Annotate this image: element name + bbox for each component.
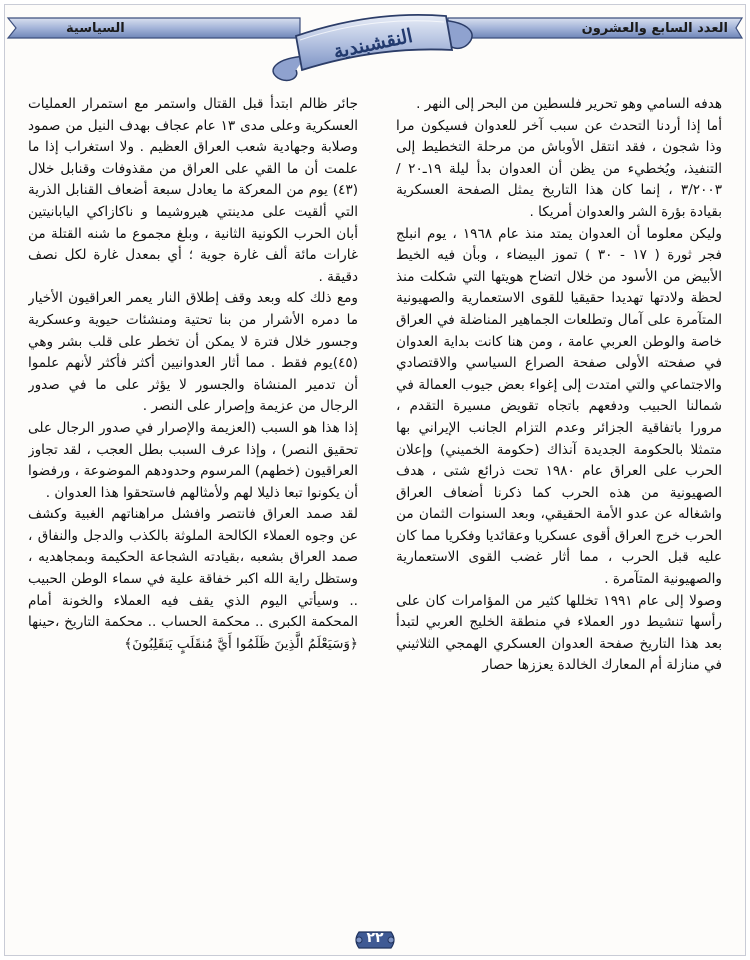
article-column-right [396, 94, 722, 924]
page-number: ٢٢ [366, 930, 384, 946]
banner-title: النقشبندية [331, 24, 415, 64]
paragraph: هدفه السامي وهو تحرير فلسطين من البحر إلى النهر . [416, 96, 722, 112]
issue-number-label: العدد السابع والعشرون [581, 21, 728, 36]
paragraph: ومع ذلك كله وبعد وقف إطلاق النار يعمر العراقيون الأخيار ما دمره الأشرار من بنا تحتية ومنشئات حيوية وعسكرية وجسور خلال فترة لا يمكن أن تخطر على قلب بشر وهي (٤٥)يوم فقط . مما أثار العدوانيين أكثر فأكثر لأنهم علموا أن تدمير المنشاة والجسور لا يؤثر على ما في صدور الرجال من عزيمة وإصرار على النصر . [28, 290, 358, 415]
paragraph [28, 504, 358, 655]
section-label: السياسية [66, 21, 125, 36]
paragraph: إذا هذا هو السبب (العزيمة والإصرار في صدور الرجال على تحقيق النصر) ، وإذا عرف السبب بطل العجب ، لقد تجاوز العراقيون (خطهم) المرسوم وحدودهم الموضوعة ، ورفضوا أن يكونوا تبعا ذليلا لهم ولأمثالهم فاستحقوا هذا العدوان . [28, 419, 358, 501]
paragraph: وليكن معلوما أن العدوان يمتد منذ عام ١٩٦٨ ، يوم انبلج فجر ثورة ( ١٧ - ٣٠ ) تموز البيضاء ، وبأن فيه الخيط الأبيض من الأسود من خلال اتضاح هويتها التي شكلت منذ لحظة ولادتها تهديدا حقيقيا للقوى الاستعمارية والصهيونية المتآمرة على آمال وتطلعات الجماهير المناضلة في العراق خاصة والوطن العربي عامة ، ومن هنا كانت بداية العدوان في صفحته الأولى صفحة الصراع السياسي والاقتصادي والاجتماعي والتي امتدت إلى إغواء بعض جيوب العمالة في شمالنا الحبيب ودفعهم باتجاه تقويض مسيرة التقدم ، مرورا باتفاقية الجزائر وعدم التزام الجانب الإيراني بها متمثلا بالحكومة الجديدة آنذاك (حكومة الخميني) وإعلان الحرب على العراق عام ١٩٨٠ تحت ذرائع شتى ، هدف الصهيونية من هذه الحرب كما ذكرنا أضعاف العراق واشغاله عن عدو الأمة الحقيقي، وبعد السنوات الثمان من الحرب خرج العراق أقوى عسكريا وعقائديا وفكريا مما كان عليه قبل الحرب ، مما أثار غضب القوى الاستعمارية والصهيونية المتآمرة . [396, 225, 722, 588]
paragraph: جائر ظالم ابتدأ قبل القتال واستمر مع استمرار العمليات العسكرية وعلى مدى ١٣ عام عجاف بهدف النيل من صمود وصلابة وجهادية شعب العراق العظيم . ولا استغراب إذا ما علمت أن ما القي على العراق من مقذوفات وقنابل خلال (٤٣) يوم من المعركة ما يعادل سبعة أضعاف القنابل الذرية التي ألقيت على مدينتي هيروشيما و ناكازاكي اليابانيتين أبان الحرب الكونية الثانية ، وبلغ مجموع ما شنه القتلة من غارات مائة ألف غارة جوية ؛ أي بمعدل غارة لكل نصف دقيقة . [28, 96, 358, 285]
page-header [0, 0, 750, 92]
paragraph-text: لقد صمد العراق فانتصر وافشل مراهناتهم الغبية وكشف عن وجوه العملاء الكالحة الملوثة بالكذب والدجل والنفاق ، صمد العراق بشعبه ،بقيادته الشجاعة الحكيمة وبمجاهديه ، وستظل راية الله اكبر خفاقة علية في سماء الوطن الحبيب .. وسيأتي اليوم الذي يقف فيه العملاء والخونة أمام المحكمة الكبرى .. محكمة الحساب .. محكمة التاريخ ،حينها [28, 506, 358, 631]
paragraph: أما إذا أردنا التحدث عن سبب آخر للعدوان فسيكون مرا وذا شجون ، فقد انتقل الأوباش من مرحلة التخطيط إلى التنفيذ، ويُخطيء من يظن أن العدوان بدأ ليلة ١٩ـ٢٠ /٣/٢٠٠٣ ، إنما كان هذا التاريخ يمثل الصفحة العسكرية بقيادة بؤرة الشر والعدوان أمريكا . [396, 117, 722, 220]
quran-verse: ﴿وَسَيَعْلَمُ الَّذِينَ ظَلَمُوا أَيَّ مُنقَلَبٍ يَنقَلِبُونَ﴾ [124, 635, 358, 652]
paragraph: وصولا إلى عام ١٩٩١ تخللها كثير من المؤامرات كان على رأسها تنشيط دور العملاء في منطقة الخليج العربي لتبدأ بعد هذا التاريخ صفحة العدوان العسكري الهمجي الثلاثيني في منازلة أم المعارك الخالدة يعززها حصار [396, 592, 722, 674]
article-column-left [28, 94, 358, 924]
page-number-badge [353, 928, 397, 952]
